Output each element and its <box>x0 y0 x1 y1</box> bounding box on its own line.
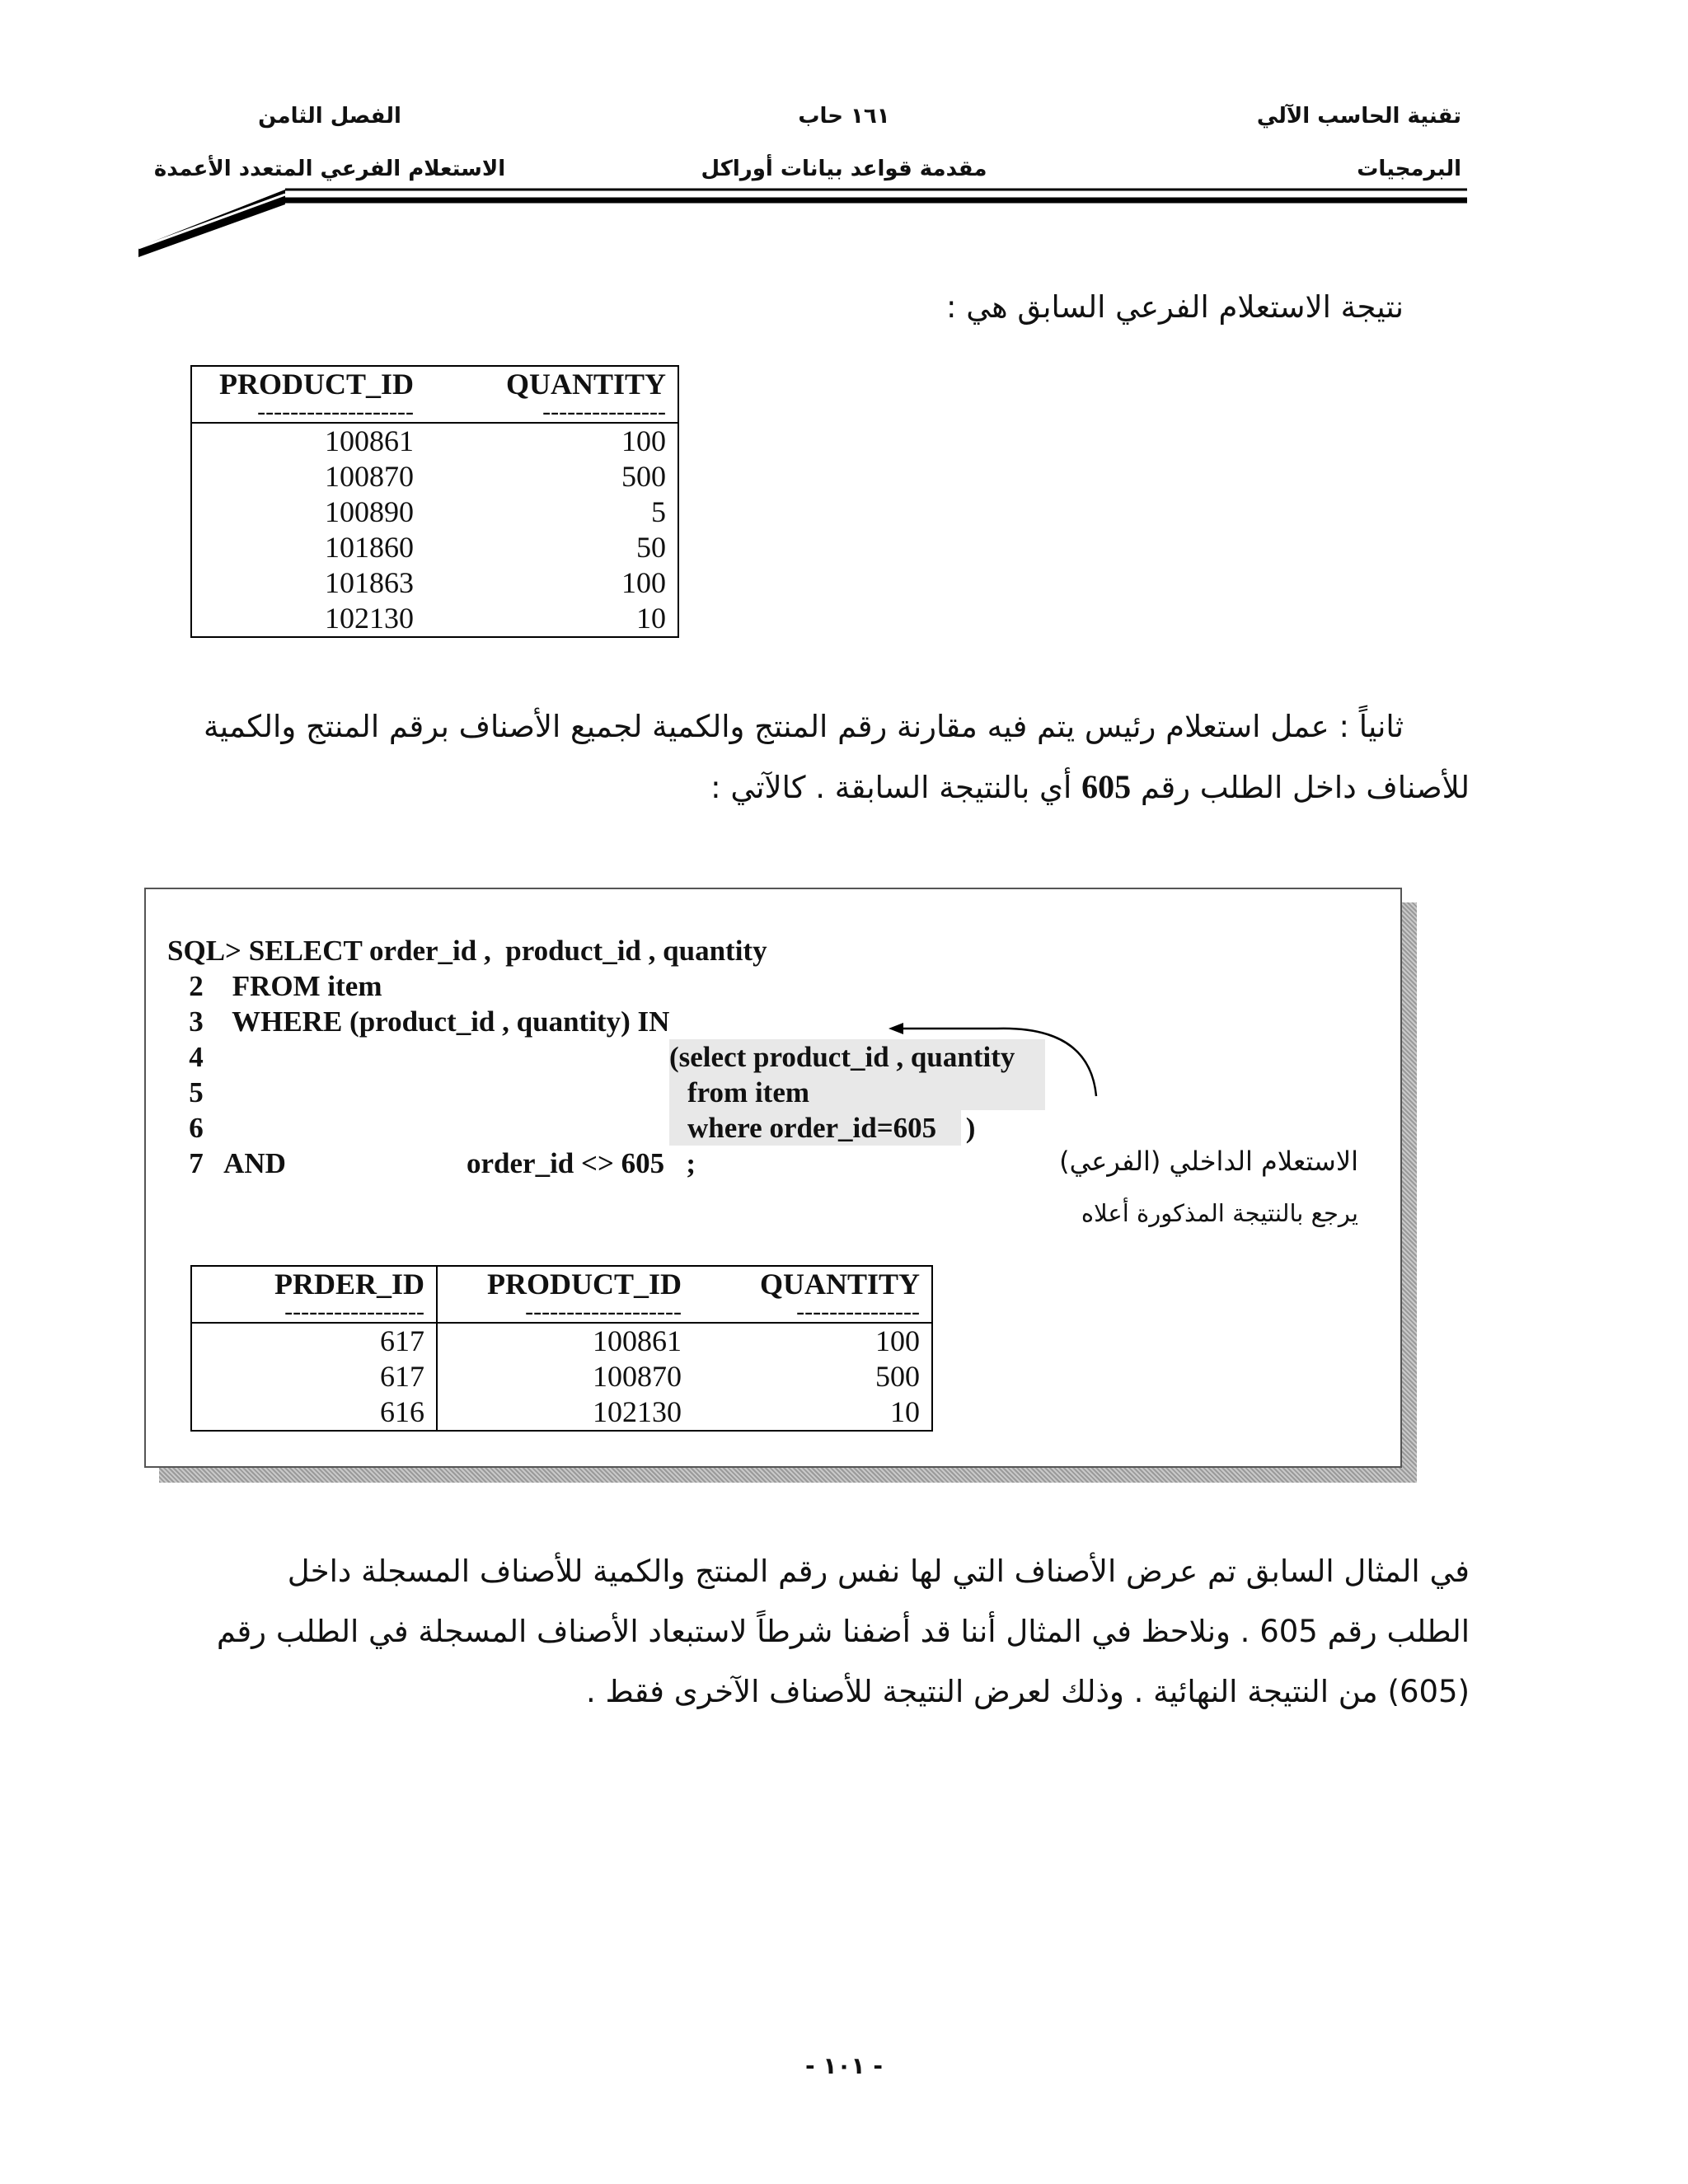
cell-quantity: 10 <box>890 1395 920 1428</box>
header-dashes: ------------------- <box>191 402 425 423</box>
col-header-product-id: PRODUCT_ID <box>191 366 425 402</box>
col-header-quantity: QUANTITY <box>759 1268 920 1301</box>
cell-quantity: 500 <box>621 460 666 493</box>
table-row <box>191 1323 932 1359</box>
intro-text: نتيجة الاستعلام الفرعي السابق هي : <box>946 289 1404 325</box>
paragraph-main-query-line1: ثانياً : عمل استعلام رئيس يتم فيه مقارنة رقم المنتج والكمية لجميع الأصناف برقم المنتج والكمية <box>203 709 1404 744</box>
cell-quantity: 100 <box>875 1324 920 1357</box>
cell-quantity: 500 <box>875 1360 920 1393</box>
cell-quantity: 100 <box>621 566 666 599</box>
header-chapter: الفصل الثامن <box>258 104 401 129</box>
table-row <box>191 459 678 494</box>
header-department: البرمجيات <box>1357 157 1461 181</box>
header-dashes: --------------- <box>542 402 666 423</box>
table-row <box>191 494 678 530</box>
table-row <box>191 423 678 459</box>
cell-product-id: 102130 <box>191 601 425 637</box>
cell-quantity: 10 <box>636 602 666 635</box>
paragraph-main-query-line2: للأصناف داخل الطلب رقم 605 أي بالنتيجة السابقة . كالآتي : <box>710 768 1470 805</box>
header-dashes: ------------------- <box>437 1302 693 1323</box>
header-course-title: تقنية الحاسب الآلي <box>1256 104 1461 129</box>
annotation-returns-result: يرجع بالنتيجة المذكورة أعلاه <box>1081 1199 1358 1227</box>
cell-order-id: 616 <box>191 1394 437 1431</box>
cell-order-id: 617 <box>191 1359 437 1394</box>
cell-product-id: 102130 <box>437 1394 693 1431</box>
sql-line-6-number: 6 <box>167 1112 204 1144</box>
annotation-inner-query: الاستعلام الداخلي (الفرعي) <box>1059 1146 1358 1177</box>
paragraph-conclusion-line3: (605) من النتيجة النهائية . وذلك لعرض النتيجة للأصناف الآخرى فقط . <box>585 1674 1470 1709</box>
sql-subquery-line-4: (select product_id , quantity <box>669 1039 1045 1075</box>
table-row <box>191 565 678 601</box>
header-book-title: مقدمة قواعد بيانات أوراكل <box>701 157 987 181</box>
cell-quantity: 5 <box>651 495 666 528</box>
paragraph-conclusion-line2: الطلب رقم 605 . ونلاحظ في المثال أننا قد أضفنا شرطاً لاستبعاد الأصناف المسجلة في الطلب رقم <box>216 1614 1470 1649</box>
header-rule <box>0 0 1688 272</box>
subquery-result-table <box>190 365 679 638</box>
cell-order-id: 617 <box>191 1323 437 1359</box>
cell-product-id: 100870 <box>437 1359 693 1394</box>
sql-line-3: 3 WHERE (product_id , quantity) IN <box>167 1005 670 1038</box>
sql-line-6-close: ) <box>959 1112 976 1144</box>
sql-line-5-number: 5 <box>167 1076 204 1108</box>
header-course-code: ١٦١ حاب <box>798 104 890 129</box>
table-row <box>191 1394 932 1431</box>
col-header-quantity: QUANTITY <box>505 368 666 401</box>
col-header-product-id: PRODUCT_ID <box>437 1266 693 1302</box>
cell-product-id: 100861 <box>437 1323 693 1359</box>
sql-line-4-number: 4 <box>167 1041 204 1073</box>
subquery-arrow-icon <box>874 1005 1121 1104</box>
sql-line-7-condition: order_id <> 605 ; <box>467 1147 696 1179</box>
page-number: - ١٠١ - <box>804 2052 884 2079</box>
final-result-table <box>190 1265 933 1432</box>
header-chapter-title: الاستعلام الفرعي المتعدد الأعمدة <box>153 157 506 181</box>
sql-subquery-line-6: where order_id=605 <box>669 1110 961 1146</box>
cell-product-id: 100870 <box>191 459 425 494</box>
col-header-order-id: PRDER_ID <box>191 1266 437 1302</box>
table-row <box>191 530 678 565</box>
cell-product-id: 101863 <box>191 565 425 601</box>
sql-subquery-line-5: from item <box>669 1075 1045 1110</box>
table-row <box>191 1359 932 1394</box>
header-dashes: ----------------- <box>191 1302 437 1323</box>
order-number: 605 <box>1081 768 1132 805</box>
sql-line-1: SQL> SELECT order_id , product_id , quantity <box>167 935 767 967</box>
cell-quantity: 100 <box>621 424 666 457</box>
cell-product-id: 100861 <box>191 423 425 459</box>
sql-line-2: 2 FROM item <box>167 970 382 1002</box>
table-row <box>191 601 678 637</box>
cell-product-id: 101860 <box>191 530 425 565</box>
cell-product-id: 100890 <box>191 494 425 530</box>
paragraph-conclusion-line1: في المثال السابق تم عرض الأصناف التي لها نفس رقم المنتج والكمية للأصناف المسجلة داخل <box>287 1554 1470 1589</box>
sql-line-7-and: 7 AND <box>167 1147 286 1179</box>
cell-quantity: 50 <box>636 531 666 564</box>
header-dashes: --------------- <box>796 1302 920 1323</box>
